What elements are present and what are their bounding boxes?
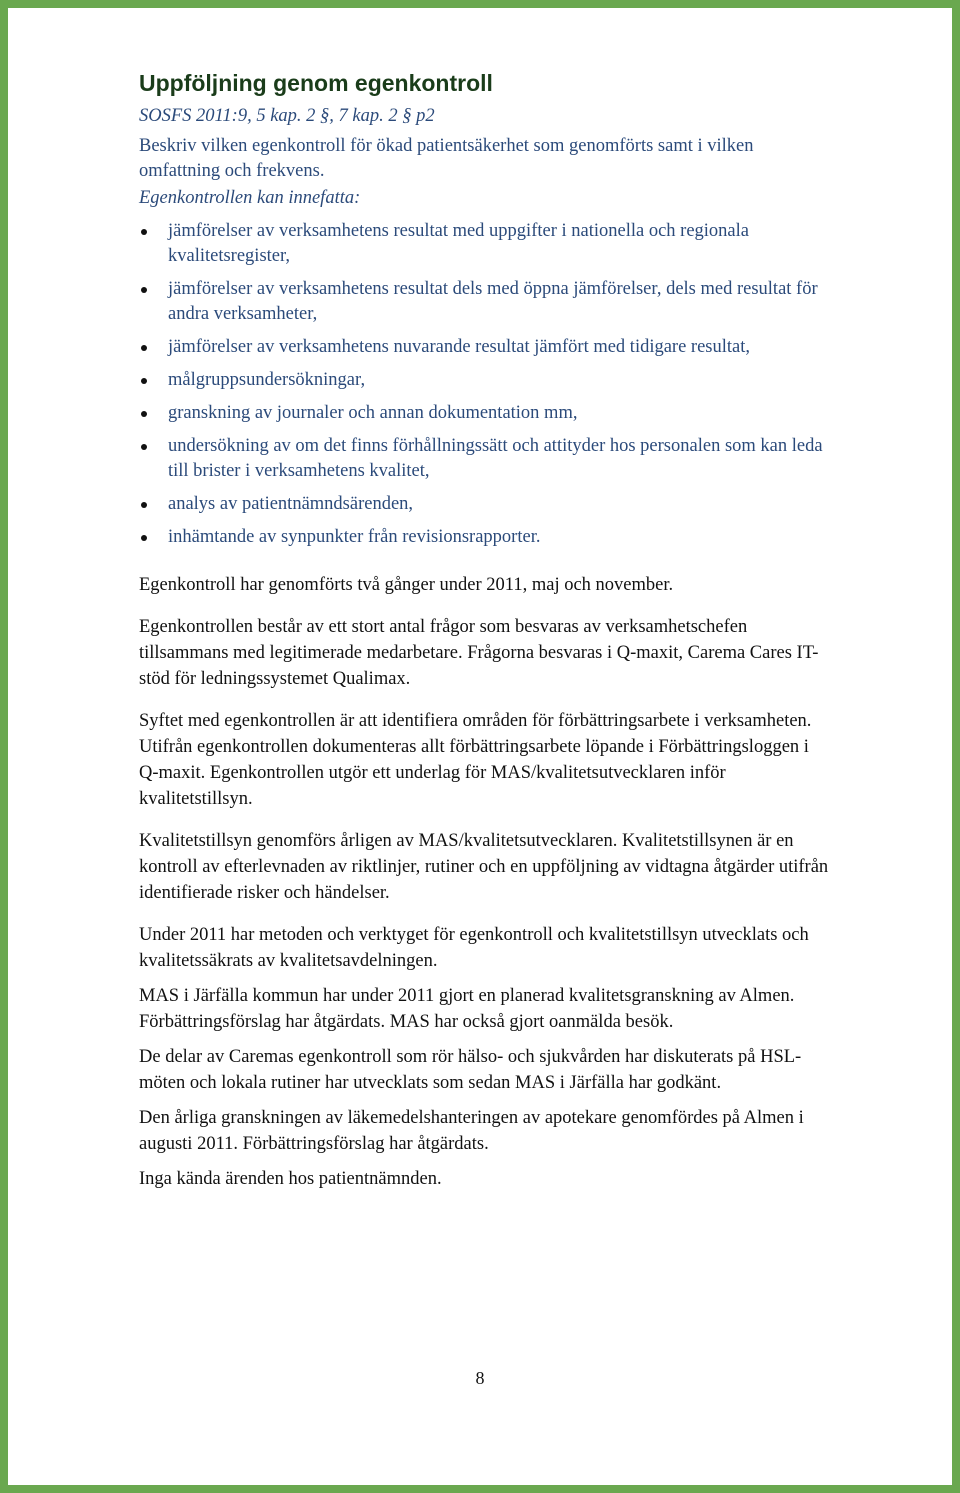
list-item-text: analys av patientnämndsärenden, xyxy=(168,494,414,514)
paragraph: Under 2011 har metoden och verktyget för egenkontroll och kvalitetstillsyn utvecklats och kvalitetssäkrats av kvalitetsavdelningen. xyxy=(139,925,809,971)
page-border-right xyxy=(952,0,960,1493)
list-item xyxy=(139,368,829,393)
page-border-bottom xyxy=(0,1485,960,1493)
list-item-text: jämförelser av verksamhetens nuvarande resultat jämfört med tidigare resultat, xyxy=(168,337,751,357)
bullet-icon xyxy=(141,502,147,508)
paragraph: De delar av Caremas egenkontroll som rör hälso- och sjukvården har diskuterats på HSL-möten och lokala rutiner har utvecklats som sedan MAS i Järfälla har godkänt. xyxy=(139,1047,802,1093)
page-border-left xyxy=(0,0,8,1493)
bullet-icon xyxy=(141,411,147,417)
instruction-text: Beskriv vilken egenkontroll för ökad patientsäkerhet som genomförts samt i vilken omfattning och frekvens. xyxy=(139,136,754,181)
paragraph: Den årliga granskningen av läkemedelshanteringen av apotekare genomfördes på Almen i augusti 2011. Förbättringsförslag har åtgärdats. xyxy=(139,1108,804,1154)
list-item xyxy=(139,401,829,426)
list-item xyxy=(139,492,829,517)
bullet-icon xyxy=(141,535,147,541)
bullet-icon xyxy=(141,229,147,235)
list-item-text: jämförelser av verksamhetens resultat dels med öppna jämförelser, dels med resultat för andra verksamheter, xyxy=(168,279,818,324)
bullet-icon xyxy=(141,378,147,384)
list-item xyxy=(139,525,829,550)
paragraph: Egenkontrollen består av ett stort antal frågor som besvaras av verksamhetschefen tillsammans med legitimerade medarbetare. Frågorna besvaras i Q-maxit, Carema Cares IT-stöd för ledningssystemet Qualimax. xyxy=(139,617,819,689)
list-item-text: målgruppsundersökningar, xyxy=(168,370,366,390)
bullet-icon xyxy=(141,345,147,351)
paragraph: Egenkontroll har genomförts två gånger under 2011, maj och november. xyxy=(139,575,674,595)
list-item xyxy=(139,219,829,269)
list-item-text: inhämtande av synpunkter från revisionsrapporter. xyxy=(168,527,541,547)
list-item xyxy=(139,335,829,360)
bullet-list xyxy=(139,219,829,550)
list-item-text: jämförelser av verksamhetens resultat med uppgifter i nationella och regionala kvalitetsregister, xyxy=(168,221,749,266)
list-item-text: granskning av journaler och annan dokumentation mm, xyxy=(168,403,578,423)
document-page xyxy=(139,66,829,1192)
regulation-reference: SOSFS 2011:9, 5 kap. 2 §, 7 kap. 2 § p2 xyxy=(139,106,435,126)
list-item xyxy=(139,434,829,484)
paragraph: MAS i Järfälla kommun har under 2011 gjort en planerad kvalitetsgranskning av Almen. Förbättringsförslag har åtgärdats. MAS har också gjort oanmälda besök. xyxy=(139,986,795,1032)
page-number: 8 xyxy=(475,1368,485,1388)
paragraph: Syftet med egenkontrollen är att identifiera områden för förbättringsarbete i verksamheten. Utifrån egenkontrollen dokumenteras allt förbättringsarbete löpande i Förbättringsloggen i Q-maxit. Egenkontrollen utgör ett underlag för MAS/kvalitetsutvecklaren inför kvalitetstillsyn. xyxy=(139,711,812,809)
bullet-icon xyxy=(141,287,147,293)
bullet-icon xyxy=(141,444,147,450)
paragraph: Inga kända ärenden hos patientnämnden. xyxy=(139,1169,442,1189)
list-item xyxy=(139,277,829,327)
list-intro: Egenkontrollen kan innefatta: xyxy=(139,188,361,208)
page-border-top xyxy=(0,0,960,8)
paragraph: Kvalitetstillsyn genomförs årligen av MAS/kvalitetsutvecklaren. Kvalitetstillsynen är en kontroll av efterlevnaden av riktlinjer, rutiner och en uppföljning av vidtagna åtgärder utifrån identifierade risker och händelser. xyxy=(139,831,829,903)
list-item-text: undersökning av om det finns förhållningssätt och attityder hos personalen som kan leda till brister i verksamhetens kvalitet, xyxy=(168,436,823,481)
section-heading: Uppföljning genom egenkontroll xyxy=(139,70,493,96)
